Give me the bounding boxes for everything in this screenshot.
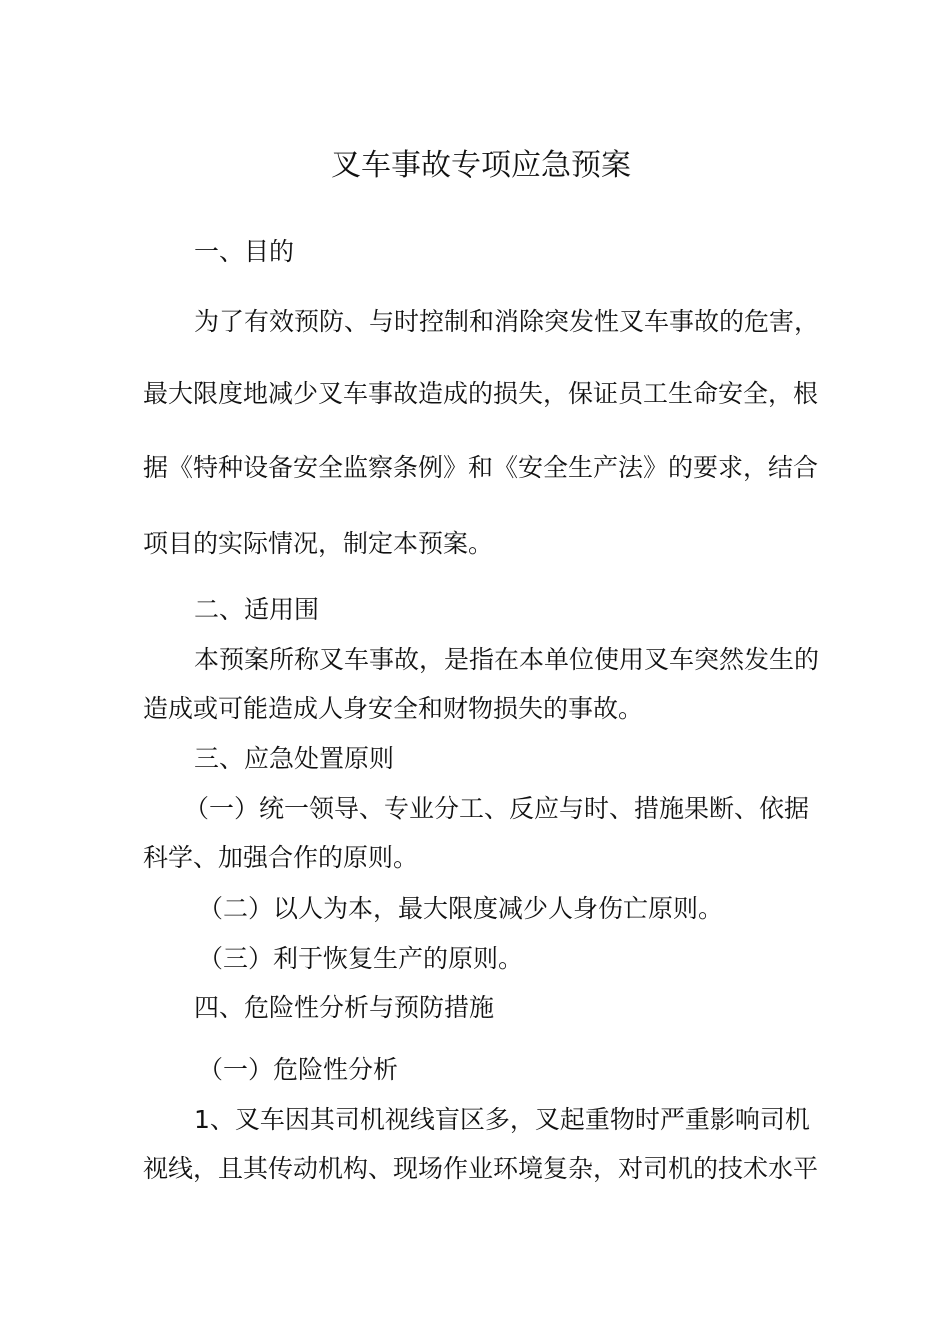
document-title: 叉车事故专项应急预案 [331, 148, 631, 183]
paragraph-line: 为了有效预防、与时控制和消除突发性叉车事故的危害， [194, 307, 820, 336]
paragraph-line: 项目的实际情况，制定本预案。 [143, 529, 494, 558]
section-heading-scope: 二、适用围 [194, 595, 320, 624]
section-heading-purpose: 一、目的 [194, 237, 295, 266]
list-item-line: （三）利于恢复生产的原则。 [198, 944, 524, 973]
list-item-line: （二）以人为本，最大限度减少人身伤亡原则。 [198, 894, 724, 923]
paragraph-line: 本预案所称叉车事故，是指在本单位使用叉车突然发生的 [194, 645, 820, 674]
paragraph-line: 视线，且其传动机构、现场作业环境复杂，对司机的技术水平 [143, 1154, 819, 1183]
list-item-line: （一）统一领导、专业分工、反应与时、措施果断、依据 [184, 794, 810, 823]
paragraph-line: 最大限度地减少叉车事故造成的损失，保证员工生命安全，根 [143, 379, 819, 408]
paragraph-line: 造成或可能造成人身安全和财物损失的事故。 [143, 694, 644, 723]
list-item-line: 科学、加强合作的原则。 [143, 843, 419, 872]
subsection-heading: （一）危险性分析 [198, 1055, 399, 1084]
paragraph-line: 据《特种设备安全监察条例》和《安全生产法》的要求，结合 [143, 453, 819, 482]
section-heading-principles: 三、应急处置原则 [194, 744, 395, 773]
paragraph-line: 1、叉车因其司机视线盲区多，叉起重物时严重影响司机 [194, 1105, 810, 1134]
section-heading-risk: 四、危险性分析与预防措施 [194, 993, 495, 1022]
